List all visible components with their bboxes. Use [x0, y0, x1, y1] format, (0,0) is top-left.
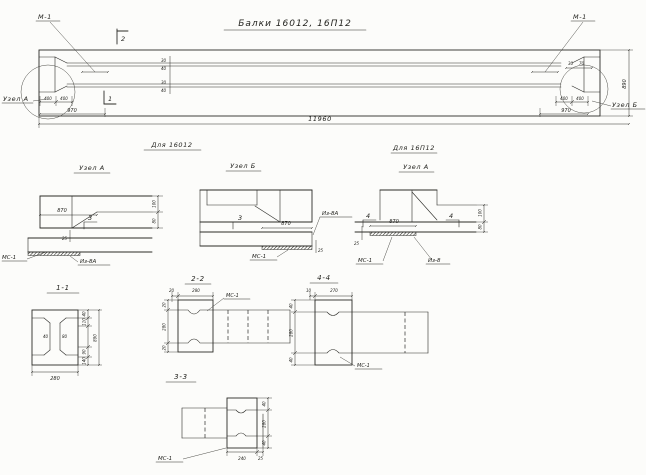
dim-280: 280 [288, 329, 294, 337]
dim-40: 40 [261, 440, 267, 446]
section-body [178, 300, 213, 352]
dim-25: 25 [258, 456, 264, 461]
section-title: 1-1 [56, 284, 70, 292]
dim-20: 20 [161, 302, 167, 308]
bearing-plate [370, 232, 416, 236]
for-16012-label: Для 16012 [151, 141, 193, 149]
dim-110: 110 [81, 318, 87, 326]
dim-970: 970 [561, 108, 571, 114]
web-dim: 80 [62, 334, 68, 339]
tiny-dim: 30 [161, 58, 167, 63]
cut-3-label: 3 [88, 214, 93, 222]
beam-right-end [572, 57, 600, 92]
dim-280: 280 [261, 420, 267, 428]
beam-length-dim [39, 115, 629, 128]
dim-40: 40 [261, 401, 267, 407]
dim-890: 890 [92, 334, 98, 342]
dim-400: 400 [44, 96, 52, 101]
ms1-label: МС-1 [357, 363, 370, 369]
uzel-a2-title: Узел А [403, 163, 429, 171]
section-title: 2-2 [191, 275, 205, 283]
right-bearing-dims [540, 96, 588, 117]
dim-40: 40 [288, 357, 294, 363]
tiny-dim: 30 [161, 80, 167, 85]
bearing-plate [28, 252, 80, 256]
uzel-b-title: Узел Б [230, 162, 256, 170]
detail-uzel-a-16012 [2, 196, 163, 265]
section-title: 3-3 [174, 373, 188, 381]
dim-80: 80 [477, 224, 483, 230]
dim-890: 890 [622, 79, 628, 89]
left-bearing-dims [40, 96, 105, 117]
sheet-title [224, 19, 366, 30]
dim-400: 400 [60, 96, 68, 101]
ms1-label: МС-1 [2, 255, 17, 261]
dim-240: 240 [238, 456, 246, 461]
web-dim: 40 [43, 334, 49, 339]
section-title: 4-4 [317, 274, 331, 282]
m1-left-label: М-1 [38, 13, 52, 21]
dim-80: 80 [151, 218, 157, 224]
tiny-dim: 70 [579, 61, 585, 66]
dim-870: 870 [389, 219, 399, 225]
for-16p12-label: Для 16П12 [392, 144, 436, 152]
dim-870: 870 [57, 208, 67, 214]
dim-870: 870 [281, 221, 291, 227]
cut-1-label: 1 [108, 95, 113, 103]
uzel-a-label: Узел А [3, 95, 29, 103]
cut-2-label: 2 [121, 35, 126, 43]
ms1-label: МС-1 [158, 456, 173, 462]
dim-10: 10 [306, 288, 312, 293]
dim-25: 25 [62, 236, 68, 241]
section-4-4 [289, 274, 429, 369]
dim-400: 400 [560, 96, 568, 101]
beam-outline [39, 50, 600, 116]
cut-mark-2 [117, 29, 128, 44]
dim-280: 280 [161, 323, 167, 331]
right-end-tiny-dims [566, 61, 592, 68]
dim-11960: 11960 [308, 115, 332, 123]
m1-right-label: М-1 [573, 13, 587, 21]
cut-4-label: 4 [449, 212, 454, 220]
dim-140: 140 [81, 357, 87, 365]
dim-20: 20 [169, 288, 175, 293]
tiny-dim: 40 [161, 88, 167, 93]
dim-270: 270 [330, 288, 338, 293]
iz8a-label: Из-8А [80, 259, 97, 265]
section-3-3 [156, 373, 272, 462]
section-1-1 [32, 284, 102, 382]
dim-970: 970 [67, 108, 77, 114]
dim-100: 100 [477, 209, 483, 217]
iz8a-label: Из-8А [322, 211, 339, 217]
tiny-dim: 30 [568, 61, 574, 66]
ms1-label: МС-1 [226, 293, 239, 299]
tiny-dim: 40 [161, 66, 167, 71]
ms1-label: МС-1 [252, 254, 267, 260]
bearing-plate [262, 246, 312, 250]
flange-thickness-dims [161, 56, 170, 94]
dim-280: 280 [50, 376, 60, 382]
dim-40: 40 [81, 311, 87, 317]
dim-20: 20 [161, 345, 167, 351]
detail-row-labels [74, 141, 437, 173]
dim-40: 40 [288, 303, 294, 309]
iz8-label: Из-8 [428, 258, 441, 264]
dim-280: 280 [192, 288, 200, 293]
detail-uzel-a-16p12 [354, 190, 488, 264]
cut-3-label: 3 [238, 214, 243, 222]
uzel-b-label: Узел Б [612, 101, 638, 109]
cut-4-label: 4 [366, 212, 371, 220]
dim-25: 25 [354, 241, 360, 246]
section-body [315, 300, 352, 365]
detail-uzel-b [200, 190, 352, 260]
drawing-title: Балки 16012, 16П12 [238, 19, 352, 29]
ms1-label: МС-1 [358, 258, 373, 264]
dim-400: 400 [576, 96, 584, 101]
cut-mark-1 [104, 91, 116, 104]
section-body [227, 398, 257, 448]
uzel-a-title: Узел А [79, 164, 105, 172]
dim-100: 100 [151, 200, 157, 208]
dim-90: 90 [81, 349, 87, 355]
section-2-2 [162, 275, 291, 352]
dim-25: 25 [318, 248, 324, 253]
beam-left-end [39, 57, 67, 92]
